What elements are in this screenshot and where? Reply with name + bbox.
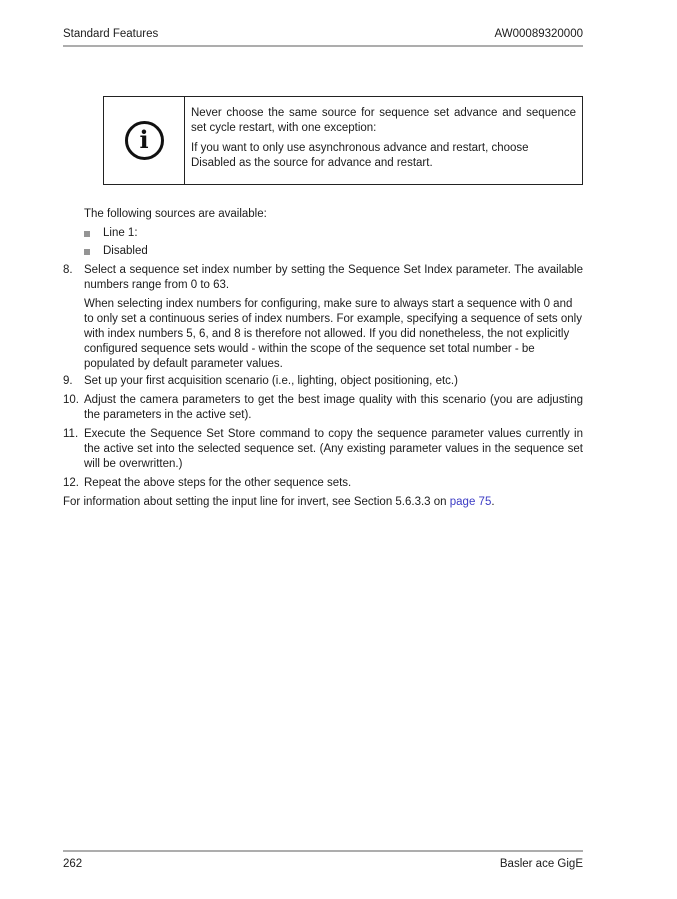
- list-item: [84, 244, 583, 259]
- closing-text-before: For information about setting the input line for invert, see Section 5.6.3.3 on: [63, 496, 450, 508]
- bullet-square-icon: [84, 231, 90, 237]
- step-number: 10.: [63, 394, 79, 406]
- info-icon-cell: [104, 97, 185, 184]
- note-paragraph-1: Never choose the same source for sequence set advance and sequence set cycle restart, with one exception:: [191, 107, 576, 134]
- header-section-title: Standard Features: [63, 28, 159, 40]
- page-75-link[interactable]: page 75: [449, 496, 492, 508]
- step-item-9: [63, 374, 583, 389]
- step-number: 9.: [63, 375, 73, 387]
- note-text: [185, 97, 582, 184]
- step-item-10: [63, 393, 583, 423]
- footer-page-number: 262: [63, 858, 83, 870]
- footer-doc-name: Basler ace GigE: [499, 858, 583, 870]
- closing-paragraph: [63, 495, 583, 510]
- info-icon: [125, 121, 164, 160]
- page-footer: [63, 857, 583, 871]
- step-text: Repeat the above steps for the other sequence sets.: [84, 477, 352, 489]
- info-note-box: [103, 96, 583, 185]
- note-paragraph-2: If you want to only use asynchronous advance and restart, choose Disabled as the source for advance and restart.: [191, 142, 529, 169]
- step-item-11: [63, 427, 583, 472]
- step-text: Adjust the camera parameters to get the best image quality with this scenario (you are adjusting the parameters in the active set).: [84, 394, 583, 421]
- list-item-label: Line 1:: [103, 227, 138, 239]
- step-text: Execute the Sequence Set Store command to copy the sequence parameter values currently in the active set into the selected sequence set. (Any existing parameter values in the sequence set will be overwritten.): [84, 428, 583, 470]
- step-item-12: [63, 476, 583, 491]
- step-item-8: [63, 263, 583, 293]
- bullet-square-icon: [84, 249, 90, 255]
- info-icon-glyph: i: [139, 124, 149, 154]
- step-number: 8.: [63, 264, 73, 276]
- intro-paragraph: The following sources are available:: [84, 208, 267, 220]
- step-8-note-paragraph: When selecting index numbers for configuring, make sure to always start a sequence with 0 and to only set a continuous series of index numbers. For example, specifying a sequence of sets only with index numbers 5, 6, and 8 is therefore not allowed. If you did nonetheless, the not explicitly configured sequence sets would - within the scope of the sequence set total number - be populated by default parameter values.: [84, 298, 582, 370]
- step-text: Select a sequence set index number by setting the Sequence Set Index parameter. The available numbers range from 0 to 63.: [84, 264, 583, 291]
- step-number: 12.: [63, 477, 79, 489]
- source-list: [84, 226, 583, 259]
- page-header: [63, 27, 583, 41]
- header-doc-number: AW00089320000: [494, 28, 583, 40]
- footer-rule: [63, 850, 583, 852]
- step-number: 11.: [63, 428, 79, 440]
- closing-text-after: .: [491, 496, 495, 508]
- list-item: [84, 226, 583, 241]
- step-text: Set up your first acquisition scenario (i.e., lighting, object positioning, etc.): [84, 375, 458, 387]
- list-item-label: Disabled: [103, 245, 148, 257]
- page-content: [63, 96, 583, 510]
- header-rule: [63, 45, 583, 47]
